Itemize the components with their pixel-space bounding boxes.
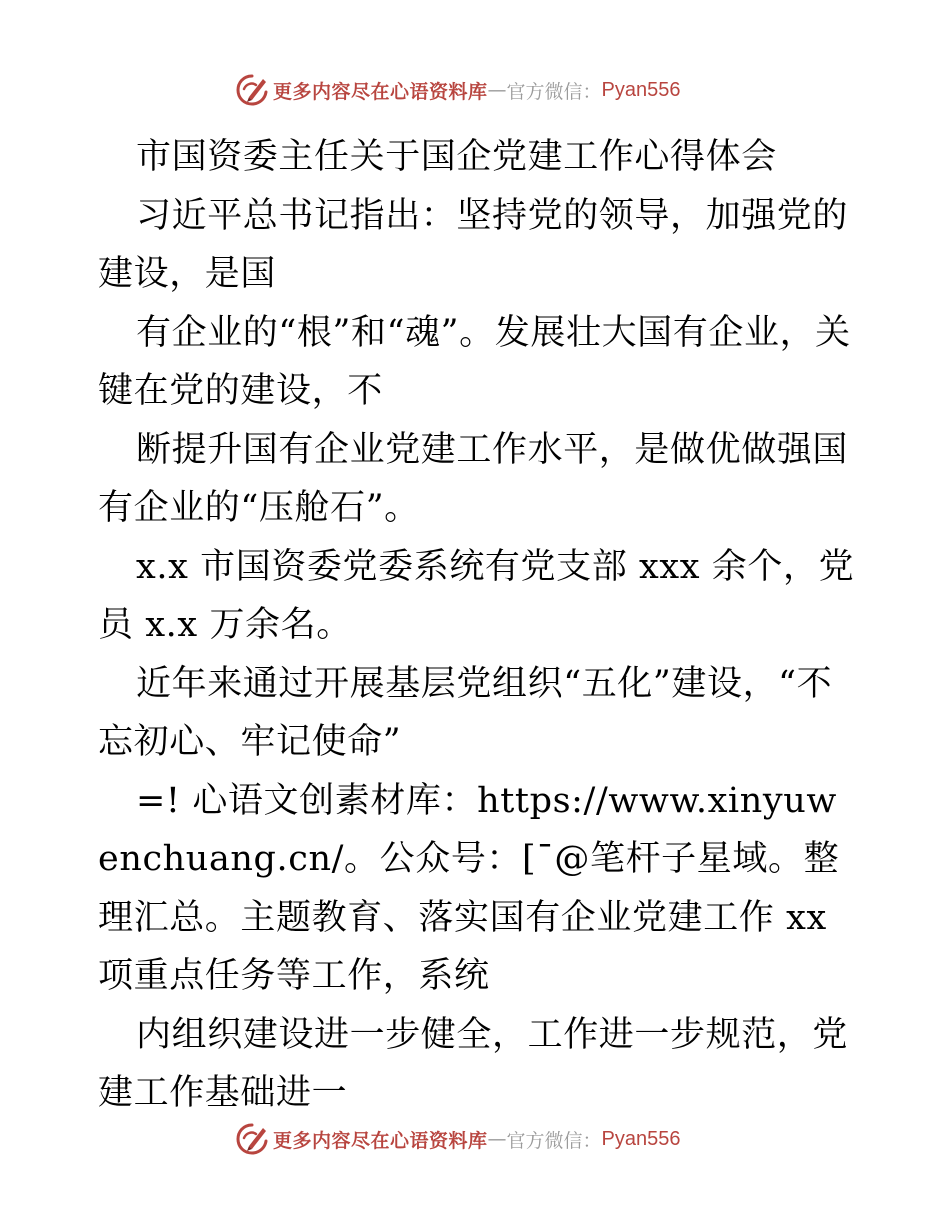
- pen-swirl-logo-icon: [235, 1122, 269, 1156]
- watermark-contact-label: 官方微信：: [506, 1129, 602, 1152]
- paragraph: 有企业的“根”和“魂”。发展壮大国有企业，关键在党的建设，不: [98, 312, 851, 411]
- watermark-wechat-handle: Pyan556: [601, 78, 681, 101]
- watermark-brand-text: 更多内容尽在心语资料库: [273, 80, 488, 103]
- paragraph: 内组织建设进一步健全，工作进一步规范，党建工作基础进一: [98, 1014, 849, 1113]
- paragraph: =! 心语文创素材库：https://www.xinyuwenchuang.cn/。公众号：[¯@笔杆子星域。整理汇总。主题教育、落实国有企业党建工作 xx 项重点任务等工作，系统: [98, 780, 840, 996]
- footer-watermark-banner: [235, 1121, 681, 1157]
- watermark-brand-text: 更多内容尽在心语资料库: [273, 1129, 488, 1152]
- header-watermark-banner: [235, 72, 681, 108]
- document-title: 市国资委主任关于国企党建工作心得体会: [136, 137, 777, 177]
- watermark-separator: —: [487, 79, 507, 101]
- paragraph: x.x 市国资委党委系统有党支部 xxx 余个，党员 x.x 万余名。: [98, 546, 855, 645]
- watermark-wechat-handle: Pyan556: [601, 1127, 681, 1150]
- watermark-separator: —: [487, 1128, 507, 1150]
- paragraph: 习近平总书记指出：坚持党的领导，加强党的建设，是国: [98, 195, 849, 294]
- watermark-contact-label: 官方微信：: [506, 80, 602, 103]
- paragraph: 断提升国有企业党建工作水平，是做优做强国有企业的“压舱石”。: [98, 429, 849, 528]
- document-body: [98, 128, 858, 1123]
- paragraph: 近年来通过开展基层党组织“五化”建设，“不忘初心、牢记使命”: [98, 663, 833, 762]
- pen-swirl-logo-icon: [235, 73, 269, 107]
